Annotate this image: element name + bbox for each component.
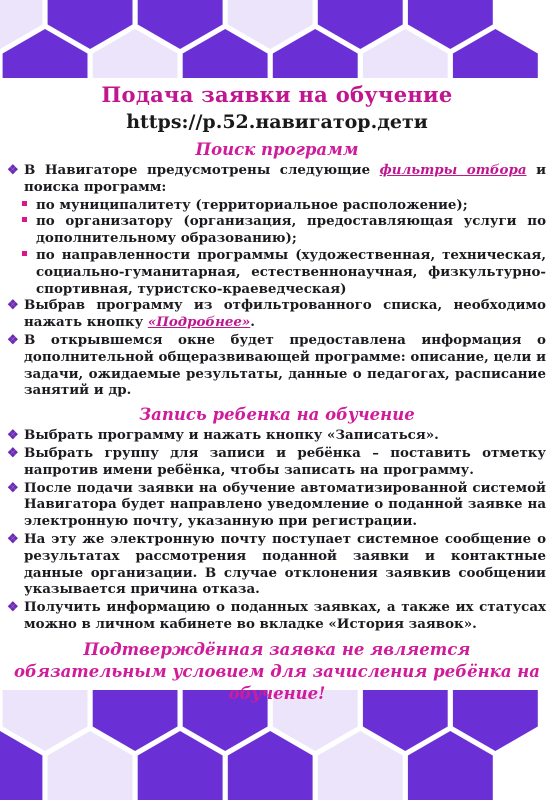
section-title-enrollment: Запись ребенка на обучение <box>139 405 415 425</box>
list-item: ❖ Выбрать группу для записи и ребёнка – поставить отметку напротив имени ребёнка, чтобы записать на программу. <box>7 444 546 478</box>
details-button-highlight: «Подробнее» <box>147 314 251 331</box>
list-item: ❖ Выбрав программу из отфильтрованного списка, необходимо нажать кнопку «Подробнее». <box>7 297 546 331</box>
diamond-bullet-icon: ❖ <box>7 163 19 178</box>
square-bullet-icon <box>22 201 27 206</box>
diamond-bullet-icon: ❖ <box>7 480 19 496</box>
square-bullet-icon <box>22 217 27 222</box>
diamond-bullet-icon: ❖ <box>7 332 19 348</box>
list-item: ❖ Получить информацию о поданных заявках, а также их статусах можно в личном кабинете во вкладке «История заявок». <box>7 599 546 632</box>
sub-list-item: по направленности программы (художественная, техническая, социально-гуманитарная, естественнонаучная, физкультурно-спортивная, туристско-краеведческая) <box>0 247 554 297</box>
diamond-bullet-icon: ❖ <box>7 298 19 314</box>
list-item: ❖ На эту же электронную почту поступает системное сообщение о результатах рассмотрения поданной заявки и контактные данные организации. В случае отклонения заявкив сообщении указывается причина отказа. <box>7 530 546 598</box>
list-item: ❖ Выбрать программу и нажать кнопку «Записаться». <box>7 427 439 444</box>
list-item: ❖ После подачи заявки на обучение автоматизированной системой Навигатора будет направлено уведомление о поданной заявке на электронную почту, указанную при регистрации. <box>7 479 546 530</box>
diamond-bullet-icon: ❖ <box>7 600 19 616</box>
list-item: ❖ В Навигаторе предусмотрены следующие фильтры отбора и поиска программ: <box>7 162 547 195</box>
page-title: Подача заявки на обучение <box>101 82 453 107</box>
flyer-content <box>0 82 554 705</box>
filters-highlight: фильтры отбора <box>379 162 527 178</box>
diamond-bullet-icon: ❖ <box>7 445 19 461</box>
important-note: Подтверждённая заявка не является обязательным условием для зачисления ребёнка на обучение! <box>14 639 540 703</box>
square-bullet-icon <box>22 251 27 256</box>
diamond-bullet-icon: ❖ <box>7 531 19 547</box>
diamond-bullet-icon: ❖ <box>7 428 19 444</box>
list-item: ❖ В открывшемся окне будет предоставлена информация о дополнительной общеразвивающей программе: описание, цели и задачи, ожидаемые результаты, данные о педагогах, расписание занятий и др. <box>7 331 546 399</box>
section-title-search: Поиск программ <box>195 140 359 159</box>
search-list <box>0 162 554 399</box>
sub-list-item: по организатору (организация, предоставляющая услуги по дополнительному образованию); <box>0 213 554 247</box>
navigator-url: https://р.52.навигатор.дети <box>126 111 428 133</box>
sub-list-item: по муниципалитету (территориальное расположение); <box>0 197 554 214</box>
enrollment-list <box>0 427 554 633</box>
